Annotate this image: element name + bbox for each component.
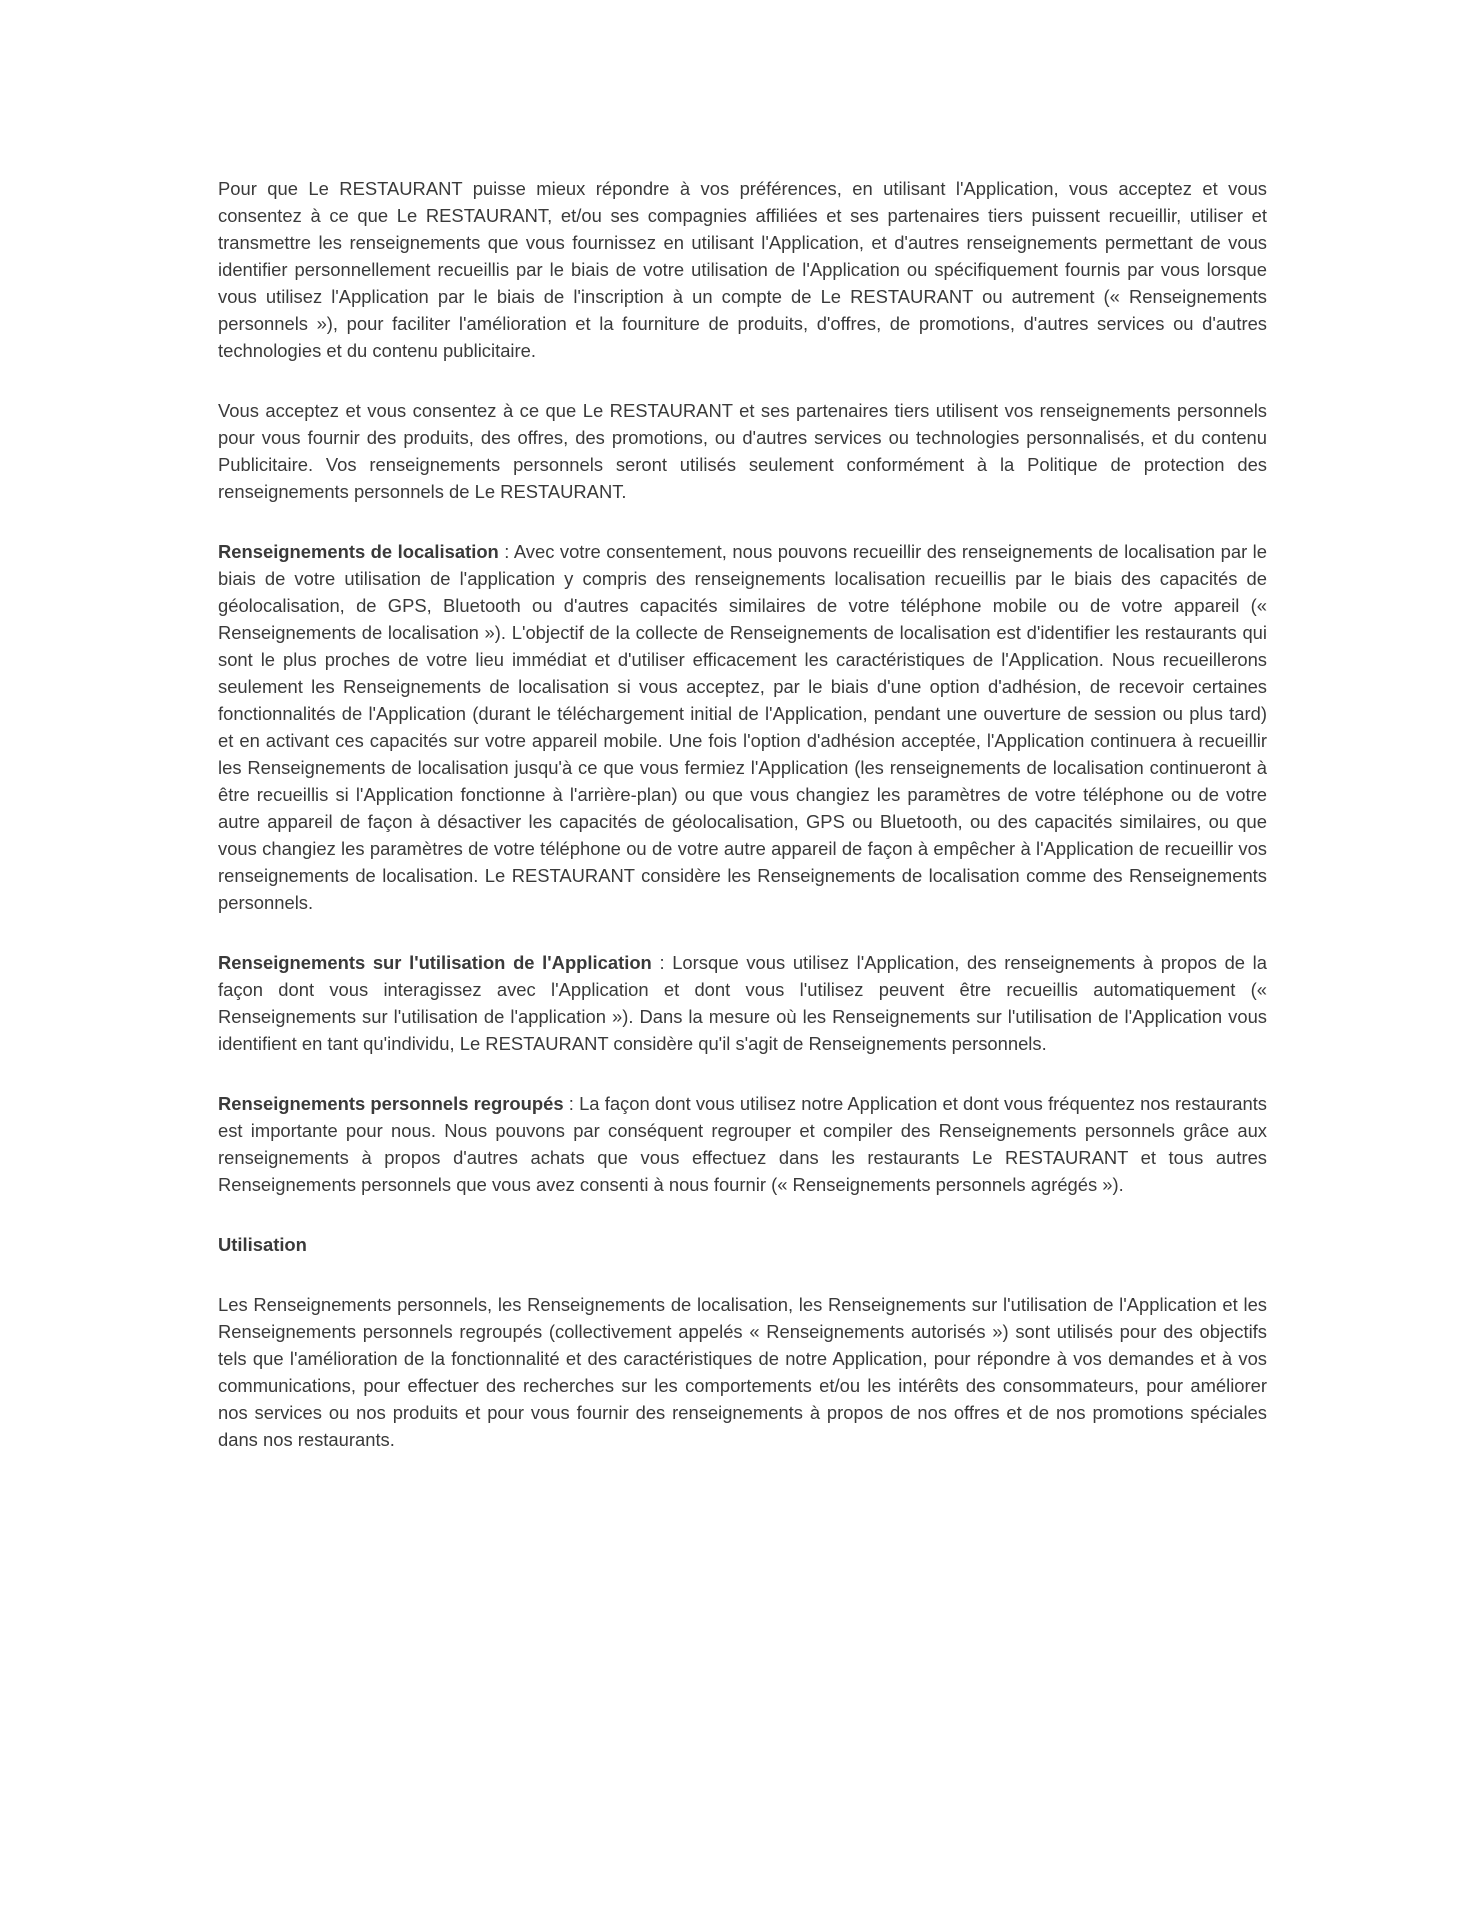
paragraph-body: : La façon dont vous utilisez notre Application et dont vous fréquentez nos restaurants est importante pour nous. Nous pouvons par conséquent regrouper et compiler des Renseignements personnels grâce aux renseignements à propos d'autres achats que vous effectuez dans les restaurants Le RESTAURANT et tous autres Renseignements personnels que vous avez consenti à nous fournir (« Renseignements personnels agrégés »). — [218, 1093, 1267, 1195]
paragraph-body: : Lorsque vous utilisez l'Application, des renseignements à propos de la façon dont vous interagissez avec l'Application et dont vous l'utilisez peuvent être recueillis automatiquement (« Renseignements sur l'utilisation de l'application »). Dans la mesure où les Renseignements sur l'utilisation de l'Application vous identifient en tant qu'individu, Le RESTAURANT considère qu'il s'agit de Renseignements personnels. — [218, 952, 1267, 1054]
paragraph-consent-collection — [218, 175, 1267, 364]
bold-lead-aggregated: Renseignements personnels regroupés — [218, 1093, 564, 1114]
paragraph-body: Vous acceptez et vous consentez à ce que Le RESTAURANT et ses partenaires tiers utilisent vos renseignements personnels pour vous fournir des produits, des offres, des promotions, ou d'autres services ou technologies personnalisés, et du contenu Publicitaire. Vos renseignements personnels seront utilisés seulement conformément à la Politique de protection des renseignements personnels de Le RESTAURANT. — [218, 400, 1267, 502]
paragraph-aggregated-info — [218, 1090, 1267, 1198]
paragraph-body: Pour que Le RESTAURANT puisse mieux répondre à vos préférences, en utilisant l'Application, vous acceptez et vous consentez à ce que Le RESTAURANT, et/ou ses compagnies affiliées et ses partenaires tiers puissent recueillir, utiliser et transmettre les renseignements que vous fournissez en utilisant l'Application, et d'autres renseignements permettant de vous identifier personnellement recueillis par le biais de votre utilisation de l'Application ou spécifiquement fournis par vous lorsque vous utilisez l'Application par le biais de l'inscription à un compte de Le RESTAURANT ou autrement (« Renseignements personnels »), pour faciliter l'amélioration et la fourniture de produits, d'offres, de promotions, d'autres services ou d'autres technologies et du contenu publicitaire. — [218, 178, 1267, 361]
paragraph-location-info — [218, 538, 1267, 916]
bold-lead-location: Renseignements de localisation — [218, 541, 499, 562]
paragraph-body: Les Renseignements personnels, les Renseignements de localisation, les Renseignements sur l'utilisation de l'Application et les Renseignements personnels regroupés (collectivement appelés « Renseignements autorisés ») sont utilisés pour des objectifs tels que l'amélioration de la fonctionnalité et des caractéristiques de notre Application, pour répondre à vos demandes et à vos communications, pour effectuer des recherches sur les comportements et/ou les intérêts des consommateurs, pour améliorer nos services ou nos produits et pour vous fournir des renseignements à propos de nos offres et de nos promotions spéciales dans nos restaurants. — [218, 1294, 1267, 1450]
bold-lead-app-usage: Renseignements sur l'utilisation de l'Application — [218, 952, 652, 973]
paragraph-usage-purposes — [218, 1291, 1267, 1453]
paragraph-consent-use — [218, 397, 1267, 505]
paragraph-body: : Avec votre consentement, nous pouvons recueillir des renseignements de localisation par le biais de votre utilisation de l'application y compris des renseignements localisation recueillis par le biais des capacités de géolocalisation, de GPS, Bluetooth ou d'autres capacités similaires de votre téléphone mobile ou de votre appareil (« Renseignements de localisation »). L'objectif de la collecte de Renseignements de localisation est d'identifier les restaurants qui sont le plus proches de votre lieu immédiat et d'utiliser efficacement les caractéristiques de l'Application. Nous recueillerons seulement les Renseignements de localisation si vous acceptez, par le biais d'une option d'adhésion, de recevoir certaines fonctionnalités de l'Application (durant le téléchargement initial de l'Application, pendant une ouverture de session ou plus tard) et en activant ces capacités sur votre appareil mobile. Une fois l'option d'adhésion acceptée, l'Application continuera à recueillir les Renseignements de localisation jusqu'à ce que vous fermiez l'Application (les renseignements de localisation continueront à être recueillis si l'Application fonctionne à l'arrière-plan) ou que vous changiez les paramètres de votre téléphone ou de votre autre appareil de façon à désactiver les capacités de géolocalisation, GPS ou Bluetooth, ou des capacités similaires, ou que vous changiez les paramètres de votre téléphone ou de votre autre appareil de façon à empêcher à l'Application de recueillir vos renseignements de localisation. Le RESTAURANT considère les Renseignements de localisation comme des Renseignements personnels. — [218, 541, 1267, 913]
section-heading-utilisation: Utilisation — [218, 1234, 307, 1255]
paragraph-app-usage-info — [218, 949, 1267, 1057]
